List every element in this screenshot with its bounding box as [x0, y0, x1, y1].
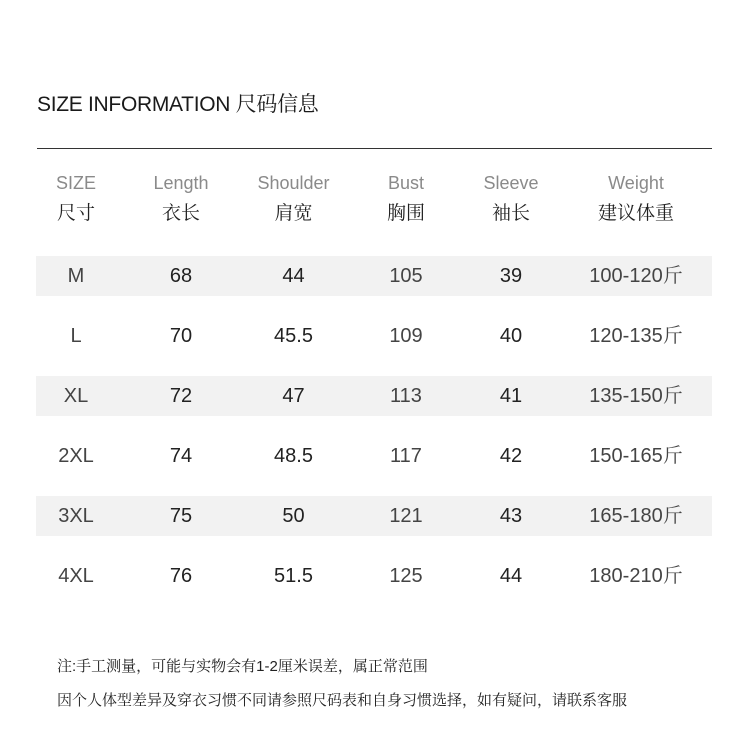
header-weight [581, 170, 691, 225]
cell-size: 4XL [58, 565, 94, 587]
header-sleeve [471, 170, 551, 225]
measurement-note: 注:手工测量，可能与实物会有1-2厘米误差，属正常范围 [57, 658, 428, 675]
cell-shoulder: 48.5 [274, 445, 313, 467]
header-weight-en: Weight [608, 173, 664, 193]
table-row [36, 436, 712, 476]
cell-weight: 150-165斤 [589, 445, 683, 467]
cell-bust: 113 [390, 385, 422, 407]
header-shoulder-zh: 肩宽 [274, 203, 313, 224]
cell-weight: 100-120斤 [589, 265, 683, 287]
cell-weight: 135-150斤 [589, 385, 683, 407]
header-bust-zh: 胸围 [386, 203, 425, 224]
header-size-en: SIZE [55, 173, 96, 193]
cell-shoulder: 47 [282, 385, 305, 407]
cell-length: 74 [169, 445, 193, 467]
table-body [36, 256, 712, 616]
fit-advice-note: 因个人体型差异及穿衣习惯不同请参照尺码表和自身习惯选择，如有疑问，请联系客服 [57, 692, 628, 709]
header-sleeve-en: Sleeve [483, 173, 539, 193]
header-length-en: Length [153, 173, 209, 193]
cell-length: 70 [169, 325, 193, 347]
cell-shoulder: 44 [282, 265, 305, 287]
header-sleeve-zh: 袖长 [491, 203, 530, 224]
header-bust [366, 170, 446, 225]
cell-bust: 109 [389, 325, 423, 347]
table-row [36, 376, 712, 416]
title-divider [37, 148, 712, 149]
header-size-zh: 尺寸 [56, 203, 95, 224]
cell-bust: 121 [389, 505, 423, 527]
header-bust-en: Bust [387, 173, 425, 193]
cell-bust: 105 [389, 265, 423, 287]
header-shoulder-en: Shoulder [257, 173, 330, 193]
header-weight-zh: 建议体重 [597, 203, 674, 224]
cell-bust: 125 [389, 565, 423, 587]
cell-shoulder: 45.5 [274, 325, 313, 347]
cell-length: 68 [169, 265, 193, 287]
cell-length: 75 [169, 505, 193, 527]
header-size [36, 170, 116, 225]
cell-length: 72 [169, 385, 193, 407]
table-row [36, 556, 712, 596]
cell-length: 76 [169, 565, 193, 587]
cell-weight: 120-135斤 [589, 325, 683, 347]
header-shoulder [251, 170, 336, 225]
cell-sleeve: 43 [499, 505, 523, 527]
cell-weight: 165-180斤 [589, 505, 683, 527]
table-row [36, 496, 712, 536]
page-title: SIZE INFORMATION 尺码信息 [37, 93, 319, 116]
cell-size: M [67, 265, 85, 287]
cell-size: XL [63, 385, 89, 407]
header-length-zh: 衣长 [161, 203, 200, 224]
cell-shoulder: 50 [282, 505, 305, 527]
cell-size: L [70, 325, 82, 347]
cell-bust: 117 [390, 445, 422, 467]
table-header [36, 170, 712, 240]
cell-weight: 180-210斤 [589, 565, 683, 587]
cell-shoulder: 51.5 [274, 565, 313, 587]
cell-sleeve: 40 [499, 325, 523, 347]
header-length [141, 170, 221, 225]
cell-sleeve: 44 [499, 565, 523, 587]
cell-sleeve: 42 [499, 445, 523, 467]
table-row [36, 256, 712, 296]
size-table [36, 170, 712, 587]
table-row [36, 316, 712, 356]
cell-sleeve: 41 [499, 385, 523, 407]
cell-sleeve: 39 [499, 265, 523, 287]
cell-size: 3XL [58, 505, 94, 527]
cell-size: 2XL [58, 445, 94, 467]
